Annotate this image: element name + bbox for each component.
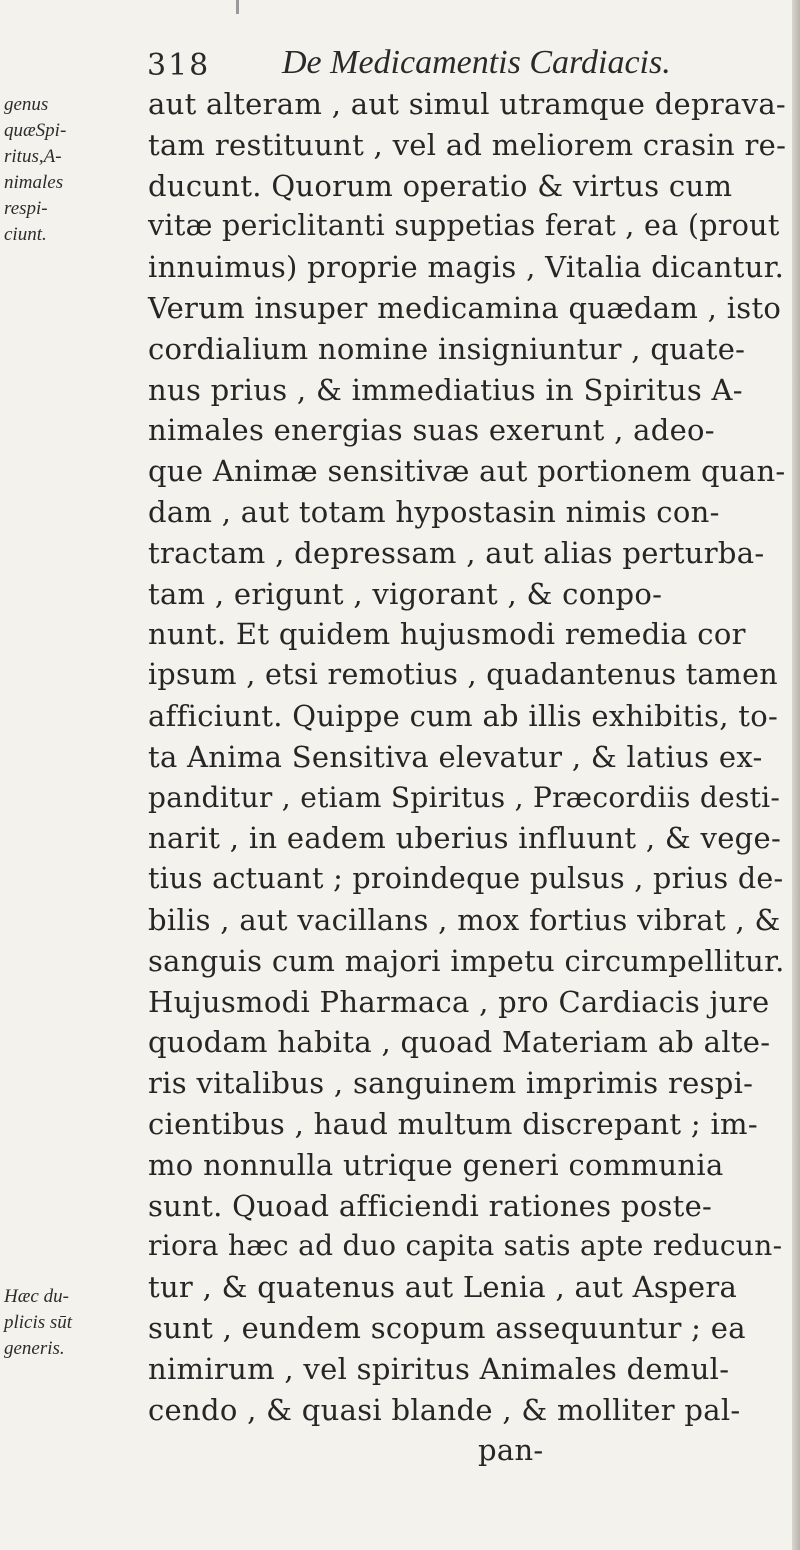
text-line: ris vitalibus , sanguinem imprimis respi- [148,1066,754,1101]
text-line: cordialium nomine insigniuntur , quate- [148,331,746,366]
text-line: tractam , depressam , aut alias perturba- [148,535,765,570]
margin-note-line: genus [4,94,49,115]
text-line: cendo , & quasi blande , & molliter pal- [148,1392,741,1427]
text-line: nunt. Et quidem hujusmodi remedia cor [148,617,746,652]
text-line: nimales energias suas exerunt , adeo- [148,413,715,448]
catchword: pan- [478,1433,544,1468]
margin-note-line: nimales [4,172,64,193]
text-line: sunt. Quoad afficiendi rationes poste- [148,1188,713,1223]
margin-note-line: plicis sūt [4,1312,73,1333]
text-line: Verum insuper medicamina quædam , isto [148,290,782,325]
margin-note-line: generis. [4,1338,65,1359]
text-line: Hujusmodi Pharmaca , pro Cardiacis jure [148,984,770,1019]
text-line: nimirum , vel spiritus Animales demul- [148,1351,730,1386]
ink-speck [236,0,239,14]
text-line: dam , aut totam hypostasin nimis con- [148,494,720,529]
text-line: cientibus , haud multum discrepant ; im- [148,1106,758,1141]
text-line: que Animæ sensitivæ aut portionem quan- [148,454,786,489]
text-line: ducunt. Quorum operatio & virtus cum [148,168,733,203]
text-line: sanguis cum majori impetu circumpellitur. [148,943,785,978]
text-line: bilis , aut vacillans , mox fortius vibrat , & [148,902,781,937]
body-text [148,84,788,1471]
page-number: 318 [147,48,211,83]
text-line: sunt , eundem scopum assequuntur ; ea [148,1310,746,1345]
text-line: tius actuant ; proindeque pulsus , prius de- [148,862,784,896]
text-line: narit , in eadem uberius influunt , & vege- [148,821,782,856]
margin-note-line: Hæc du- [4,1286,69,1307]
text-line: quodam habita , quoad Materiam ab alte- [148,1025,771,1060]
text-line: nus prius , & immediatius in Spiritus A- [148,372,743,407]
text-line: aut alteram , aut simul utramque deprava- [148,87,787,121]
running-head: De Medicamentis Cardiacis. [282,44,671,81]
text-line: mo nonnulla utrique generi communia [148,1147,724,1182]
margin-note-genus [4,92,122,248]
margin-note-duplicis [4,1284,122,1362]
text-line: tur , & quatenus aut Lenia , aut Aspera [148,1270,738,1305]
margin-note-line: quæSpi- [4,120,67,141]
text-line: riora hæc ad duo capita satis apte reducun- [148,1229,783,1263]
text-line: tam restituunt , vel ad meliorem crasin re- [148,127,787,162]
text-line: afficiunt. Quippe cum ab illis exhibitis, to- [148,698,779,733]
text-line: ta Anima Sensitiva elevatur , & latius ex- [148,739,763,774]
text-line: panditur , etiam Spiritus , Præcordiis desti- [148,780,781,814]
margin-note-line: respi- [4,198,48,219]
margin-note-line: ciunt. [4,224,47,245]
page-edge [792,0,800,1550]
text-line: tam , erigunt , vigorant , & conpo- [148,576,663,611]
text-line: vitæ periclitanti suppetias ferat , ea (prout [148,209,780,243]
text-line: ipsum , etsi remotius , quadantenus tamen [148,658,778,692]
margin-note-line: ritus,A- [4,146,62,167]
text-line: innuimus) proprie magis , Vitalia dicantur. [148,250,785,285]
